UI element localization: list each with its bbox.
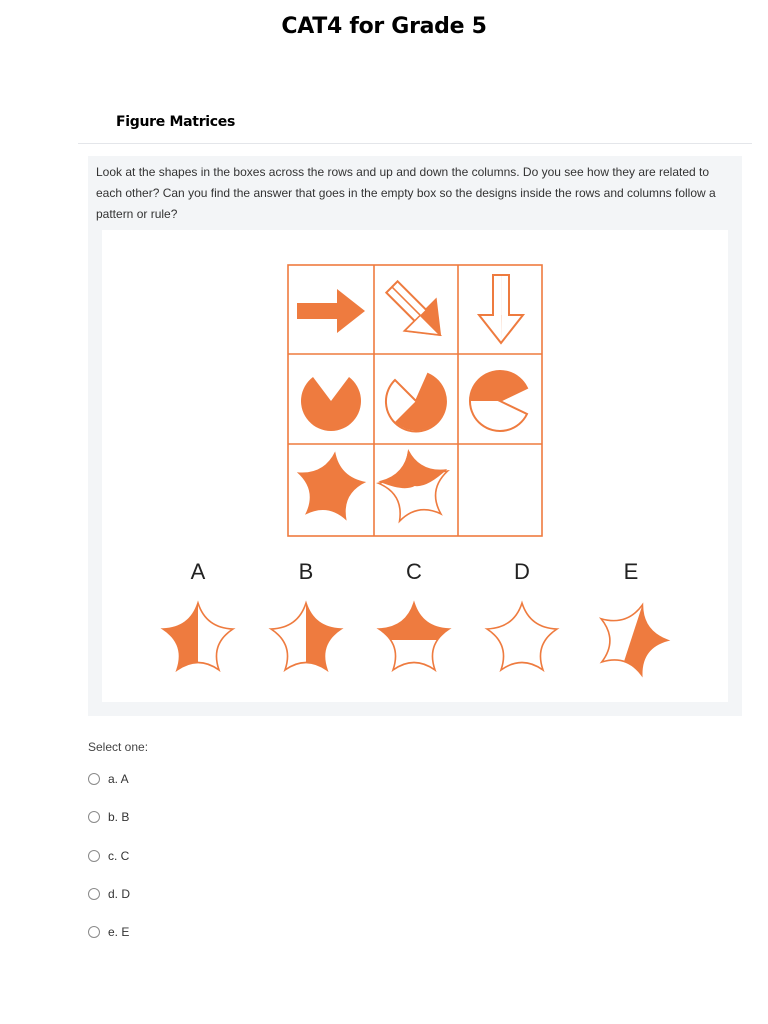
- section-divider: [78, 143, 752, 144]
- option-a-star-icon: [163, 603, 233, 670]
- option-c-star-icon: [379, 603, 449, 670]
- answer-option-c[interactable]: [88, 846, 129, 866]
- question-panel: [88, 156, 742, 716]
- arrow-down-icon: [479, 275, 523, 343]
- radio-d[interactable]: [88, 888, 100, 900]
- answer-label-d: d. D: [108, 887, 131, 901]
- star-full-icon: [291, 446, 370, 522]
- arrow-right-icon: [297, 289, 365, 333]
- section-title: Figure Matrices: [116, 114, 236, 130]
- pie-top-icon: [470, 371, 527, 431]
- answer-option-b[interactable]: [88, 807, 129, 827]
- option-letter-d: D: [514, 559, 530, 584]
- answer-label-c: c. C: [108, 849, 130, 863]
- option-d-star-icon: [487, 603, 557, 670]
- answer-option-d[interactable]: [88, 884, 130, 904]
- option-letter-a: A: [190, 559, 206, 584]
- option-e-star-icon: [588, 594, 675, 679]
- arrow-down-right-icon: [376, 271, 455, 350]
- pie-half-icon: [386, 374, 446, 431]
- radio-e[interactable]: [88, 926, 100, 938]
- answer-option-e[interactable]: [88, 922, 129, 942]
- answer-label-b: b. B: [108, 810, 130, 824]
- option-letter-c: C: [406, 559, 422, 584]
- answer-option-a[interactable]: [88, 769, 129, 789]
- select-one-label: Select one:: [88, 740, 149, 754]
- radio-a[interactable]: [88, 773, 100, 785]
- figure-matrix-image: [102, 230, 728, 702]
- option-letter-b: B: [298, 559, 314, 584]
- pie-full-icon: [301, 377, 361, 431]
- radio-c[interactable]: [88, 850, 100, 862]
- star-partial-icon: [374, 444, 455, 524]
- page-title: CAT4 for Grade 5: [281, 14, 487, 39]
- radio-b[interactable]: [88, 811, 100, 823]
- question-text: Look at the shapes in the boxes across the rows and up and down the columns. Do you see how they are related to each other? Can you find the answer that goes in the empty box so the designs inside the rows and columns follow a pattern or rule?: [96, 165, 716, 221]
- answer-label-a: a. A: [108, 772, 129, 786]
- answer-label-e: e. E: [108, 925, 130, 939]
- option-b-star-icon: [271, 603, 341, 670]
- option-letter-e: E: [623, 559, 639, 584]
